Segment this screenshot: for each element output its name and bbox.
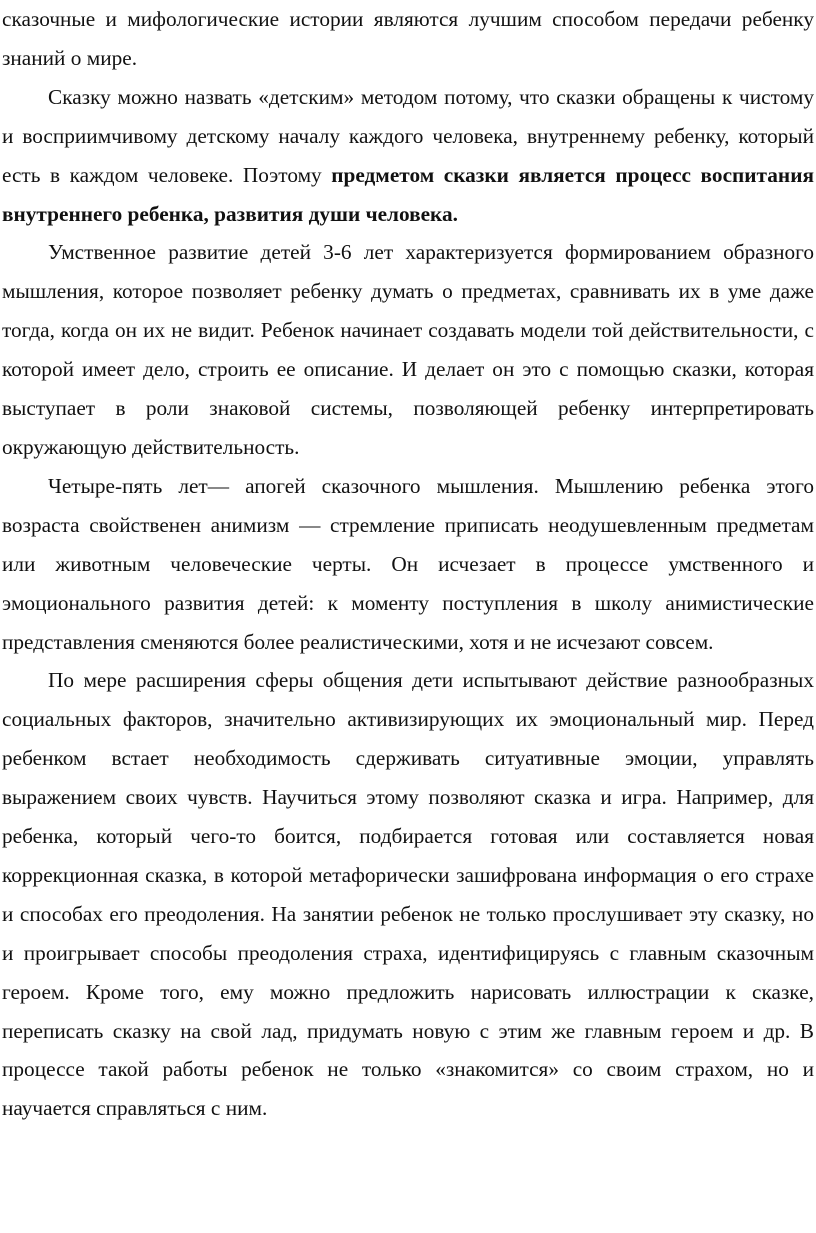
paragraph-2: [2, 78, 814, 234]
paragraph-4: [2, 467, 814, 662]
paragraph-4-text: Четыре-пять лет— апогей сказочного мышления. Мышлению ребенка этого возраста свойственен анимизм — стремление приписать неодушевленным предметам или животным человеческие черты. Он исчезает в процессе умственного и эмоционального развития детей: к моменту поступления в школу анимистические представления сменяются более реалистическими, хотя и не исчезают совсем.: [2, 473, 814, 654]
paragraph-2-bold-text: предметом сказки является процесс воспитания внутреннего ребенка, развития души человека.: [2, 162, 814, 226]
paragraph-3-text: Умственное развитие детей 3-6 лет характеризуется формированием образного мышления, которое позволяет ребенку думать о предметах, сравнивать их в уме даже тогда, когда он их не видит. Ребенок начинает создавать модели той действительности, с которой имеет дело, строить ее описание. И делает он это с помощью сказки, которая выступает в роли знаковой системы, позволяющей ребенку интерпретировать окружающую действительность.: [2, 240, 814, 459]
paragraph-5: [2, 661, 814, 1128]
paragraph-5-text: По мере расширения сферы общения дети испытывают действие разнообразных социальных факторов, значительно активизирующих их эмоциональный мир. Перед ребенком встает необходимость сдерживать ситуативные эмоции, управлять выражением своих чувств. Научиться этому позволяют сказка и игра. Например, для ребенка, который чего-то боится, подбирается готовая или составляется новая коррекционная сказка, в которой метафорически зашифрована информация о его страхе и способах его преодоления. На занятии ребенок не только прослушивает эту сказку, но и проигрывает способы преодоления страха, идентифицируясь с главным сказочным героем. Кроме того, ему можно предложить нарисовать иллюстрации к сказке, переписать сказку на свой лад, придумать новую с этим же главным героем и др. В процессе такой работы ребенок не только «знакомится» со своим страхом, но и научается справляться с ним.: [2, 668, 814, 1121]
paragraph-3: [2, 233, 814, 466]
paragraph-1: [2, 0, 814, 78]
paragraph-1-text: сказочные и мифологические истории являются лучшим способом передачи ребенку знаний о мире.: [2, 7, 814, 70]
paragraph-2-text: Сказку можно назвать «детским» методом потому, что сказки обращены к чистому и восприимчивому детскому началу каждого человека, внутреннему ребенку, который есть в каждом человеке. Поэтому: [2, 84, 814, 187]
